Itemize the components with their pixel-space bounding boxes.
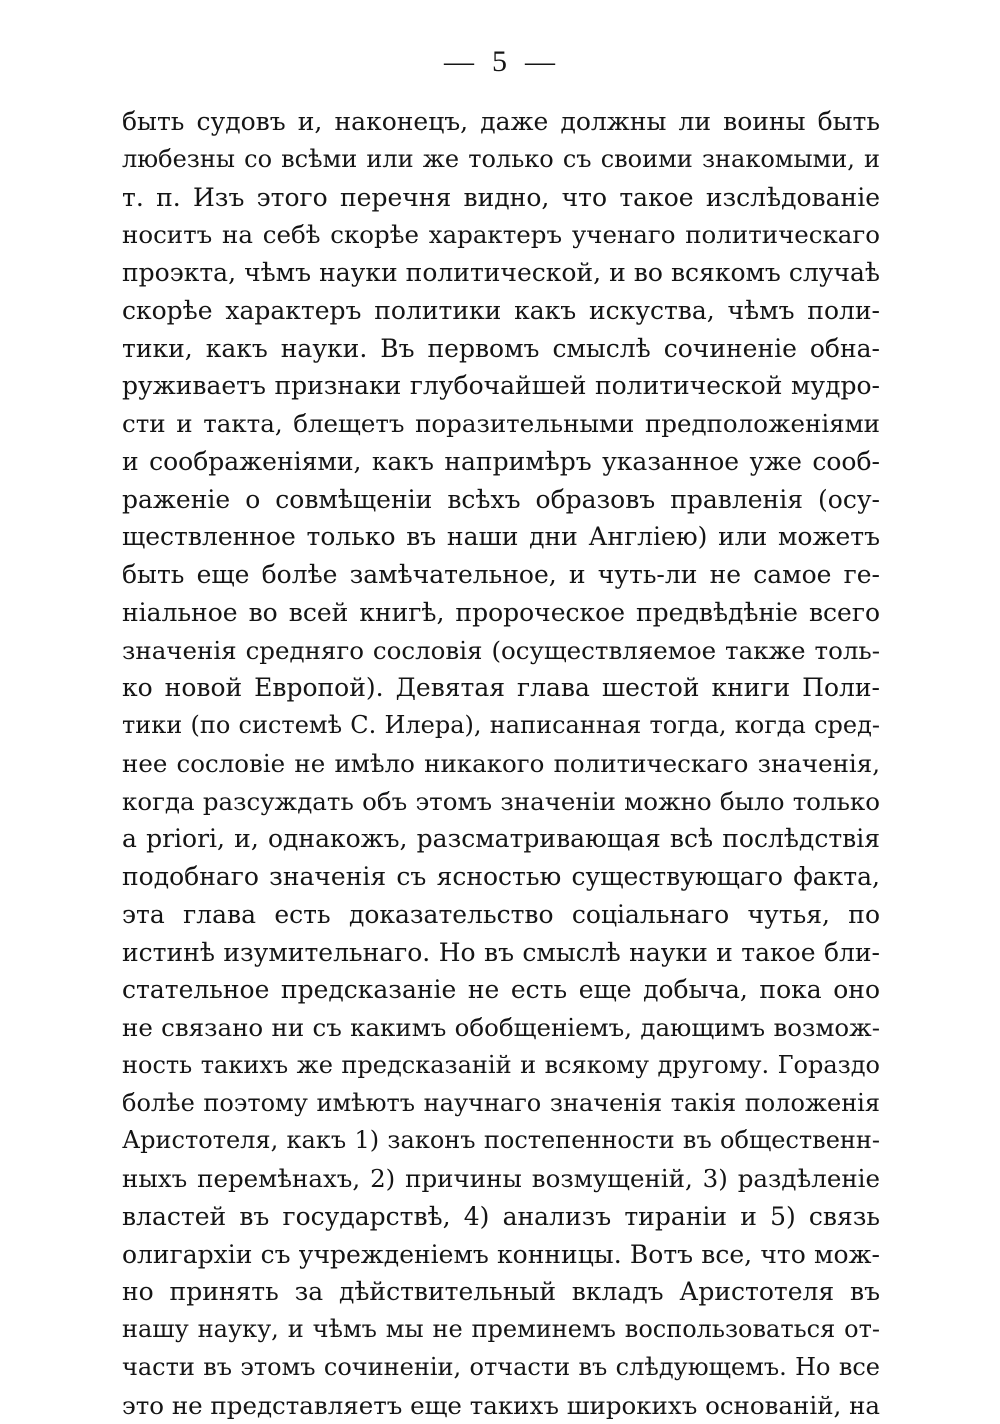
text-line: тики, какъ науки. Въ первомъ смыслѣ сочиненіе обна- <box>122 333 880 363</box>
text-line: ществленное только въ наши дни Англіею) или можетъ <box>122 522 880 552</box>
text-line: быть еще болѣе замѣчательное, и чуть-ли не самое ге- <box>122 560 880 589</box>
text-line: проэкта, чѣмъ науки политической, и во всякомъ случаѣ <box>122 258 880 287</box>
text-line: т. п. Изъ этого перечня видно, что такое изслѣдованіе <box>122 182 880 212</box>
text-line: властей въ государствѣ, 4) анализъ тираніи и 5) связь <box>122 1201 880 1231</box>
text-line: стательное предсказаніе не есть еще добыча, пока оно <box>122 975 880 1005</box>
text-line: ность такихъ же предсказаній и всякому другому. Гораздо <box>122 1050 880 1079</box>
text-line: Аристотеля, какъ 1) законъ постепенности въ общественн- <box>122 1126 880 1155</box>
text-line: носитъ на себѣ скорѣе характеръ ученаго политическаго <box>122 220 880 250</box>
body-text <box>122 103 880 1424</box>
text-line: ко новой Европой). Девятая глава шестой книги Поли- <box>122 673 880 703</box>
text-line: нашу науку, и чѣмъ мы не преминемъ воспользоваться от- <box>122 1315 880 1343</box>
page-number: — 5 — <box>444 45 556 78</box>
text-line: руживаетъ признаки глубочайшей политической мудро- <box>122 371 880 401</box>
text-line: истинѣ изумительнаго. Но въ смыслѣ науки и такое бли- <box>122 937 880 967</box>
text-line: скорѣе характеръ политики какъ искуства, чѣмъ поли- <box>122 295 880 325</box>
text-line: нее сословіе не имѣло никакого политическаго значенія, <box>122 748 880 778</box>
text-line: болѣе поэтому имѣютъ научнаго значенія такія положенія <box>122 1088 880 1117</box>
text-line: это не представляетъ еще такихъ широкихъ основаній, на <box>122 1390 881 1420</box>
text-line: олигархіи съ учрежденіемъ конницы. Вотъ все, что мож- <box>122 1239 880 1269</box>
text-line: a priori, и, однакожъ, разсматривающая всѣ послѣдствія <box>122 824 880 854</box>
text-line: и соображеніями, какъ напримѣръ указанное уже сооб- <box>122 446 880 476</box>
text-line: ніальное во всей книгѣ, пророческое предвѣдѣніе всего <box>122 597 880 627</box>
text-line: значенія средняго сословія (осуществляемое также толь- <box>122 635 880 665</box>
text-line: раженіе о совмѣщеніи всѣхъ образовъ правленія (осу- <box>122 484 880 514</box>
text-line: быть судовъ и, наконецъ, даже должны ли воины быть <box>122 107 880 136</box>
text-line: когда разсуждать объ этомъ значеніи можно было только <box>122 786 880 816</box>
text-line: сти и такта, блещетъ поразительными предположеніями <box>122 409 880 438</box>
text-line: эта глава есть доказательство соціальнаго чутья, по <box>122 899 880 929</box>
text-line: части въ этомъ сочиненіи, отчасти въ слѣдующемъ. Но все <box>122 1352 880 1381</box>
text-line: любезны со всѣми или же только съ своими знакомыми, и <box>122 144 880 173</box>
text-line: не связано ни съ какимъ обобщеніемъ, дающимъ возмож- <box>122 1013 880 1042</box>
text-line: подобнаго значенія съ ясностью существующаго факта, <box>122 862 880 891</box>
text-line: ныхъ перемѣнахъ, 2) причины возмущеній, 3) раздѣленіе <box>122 1164 880 1193</box>
text-line: тики (по системѣ С. Илера), написанная тогда, когда сред- <box>122 711 880 739</box>
text-line: но принять за дѣйствительный вкладъ Аристотеля въ <box>122 1277 880 1307</box>
